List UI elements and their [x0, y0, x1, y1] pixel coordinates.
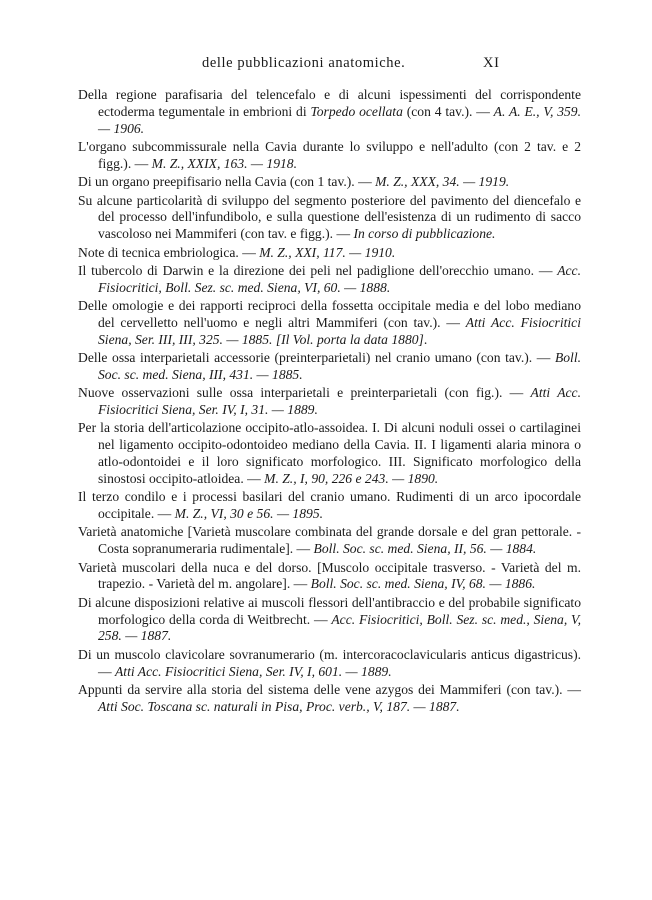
- bibliography-entry: [78, 385, 581, 419]
- entry-title: Su alcune particolarità di sviluppo del segmento posteriore del pavimento del diencefalo e del processo dell'infundibolo, e sulla questione dell'esistenza di un rudimento di sacco vascoloso nei Mammiferi (con tav. e figg.). —: [78, 192, 581, 242]
- entry-title: L'organo subcommissurale nella Cavia durante lo sviluppo e nell'adulto (con 2 tav. e 2 figg.). —: [78, 138, 581, 171]
- bibliography-entry: [78, 489, 581, 523]
- entry-reference: Acc. Fisiocritici, Boll. Sez. sc. med., Siena, V, 258. — 1887.: [98, 611, 582, 644]
- entry-title: Nuove osservazioni sulle ossa interparietali e preinterparietali (con fig.). —: [78, 385, 531, 401]
- entry-title: Della regione parafisaria del telencefalo e di alcuni ispessimenti del corrispondente ectoderma tegumentale in embrioni di: [78, 87, 581, 119]
- bibliography-entry: [78, 524, 581, 558]
- entry-title: Varietà anatomiche [Varietà muscolare combinata del grande dorsale e del gran pettorale. - Costa sopranumeraria rudimentale]. —: [78, 524, 581, 557]
- bibliography-entry: [78, 87, 581, 137]
- entry-reference: Atti Acc. Fisiocritici Siena, Ser. IV, I, 601. — 1889.: [115, 663, 392, 679]
- running-header: [0, 55, 652, 77]
- page-number: XI: [483, 55, 500, 71]
- entry-title: Il terzo condilo e i processi basilari del cranio umano. Rudimenti di un arco ipocordale occipitale. —: [78, 489, 581, 522]
- bibliography-entry: [78, 298, 581, 348]
- entry-reference: M. Z., XXX, 34. — 1919.: [375, 174, 510, 190]
- entry-species: Torpedo ocellata: [310, 103, 403, 119]
- entry-title: Il tubercolo di Darwin e la direzione dei peli nel padiglione dell'orecchio umano. —: [78, 262, 558, 278]
- bibliography-list: [78, 87, 581, 717]
- entry-reference: Boll. Soc. sc. med. Siena, III, 431. — 1885.: [98, 350, 581, 382]
- entry-title: Note di tecnica embriologica. —: [78, 244, 260, 260]
- bibliography-entry: [78, 350, 581, 384]
- entry-title: Di un organo preepifisario nella Cavia (con 1 tav.). —: [78, 174, 376, 190]
- bibliography-entry: [78, 595, 581, 645]
- entry-reference: Atti Soc. Toscana sc. naturali in Pisa, Proc. verb., V, 187. — 1887.: [98, 698, 460, 714]
- entry-reference: M. Z., VI, 30 e 56. — 1895.: [174, 506, 324, 522]
- entry-title: Varietà muscolari della nuca e del dorso. [Muscolo occipitale trasverso. - Varietà del m. trapezio. - Varietà del m. angolare]. —: [78, 559, 581, 592]
- entry-reference: M. Z., XXIX, 163. — 1918.: [151, 155, 297, 171]
- entry-reference: Atti Acc. Fisiocritici Siena, Ser. IV, I, 31. — 1889.: [98, 385, 581, 418]
- bibliography-entry: [78, 139, 581, 173]
- bibliography-entry: [78, 647, 581, 681]
- entry-reference: Acc. Fisiocritici, Boll. Sez. sc. med. Siena, VI, 60. — 1888.: [98, 262, 581, 295]
- entry-title: Delle ossa interparietali accessorie (preinterparietali) nel cranio umano (con tav.). —: [78, 350, 555, 366]
- entry-plates: (con 4 tav.). —: [402, 103, 494, 119]
- bibliography-entry: [78, 263, 581, 297]
- bibliography-entry: [78, 420, 581, 487]
- bibliography-entry: [78, 682, 581, 716]
- entry-reference: Atti Acc. Fisiocritici Siena, Ser. III, III, 325. — 1885. [Il Vol. porta la data 1880]: [98, 314, 581, 347]
- entry-reference: In corso di pubblicazione.: [353, 226, 496, 242]
- entry-title: Appunti da servire alla storia del sistema delle vene azygos dei Mammiferi (con tav.). —: [78, 682, 581, 697]
- bibliography-entry: [78, 174, 581, 191]
- entry-reference: Boll. Soc. sc. med. Siena, IV, 68. — 1886.: [310, 576, 536, 592]
- running-title: delle pubblicazioni anatomiche.: [202, 55, 406, 71]
- entry-title: Di un muscolo clavicolare sovranumerario (m. intercoracoclavicularis anticus digastricus). —: [78, 646, 581, 679]
- entry-title: Per la storia dell'articolazione occipito-atlo-assoidea. I. Di alcuni noduli ossei o cartilaginei nel ligamento occipito-odontoideo mediano della Cavia. II. I ligamenti alaria minora o atlo-odontoidei e il loro significato morfologico. III. Significato morfologico della sinostosi occipito-atloidea. —: [78, 420, 581, 486]
- entry-reference: M. Z., I, 90, 226 e 243. — 1890.: [264, 470, 439, 486]
- entry-terminal-period: .: [423, 331, 428, 347]
- bibliography-entry: [78, 193, 581, 243]
- entry-title: Delle omologie e dei rapporti reciproci della fossetta occipitale media e del lobo mediano del cervelletto nell'uomo e negli altri Mammiferi (con tav.). —: [78, 298, 581, 330]
- bibliography-entry: [78, 245, 581, 262]
- entry-reference: A. A. E., V, 359. — 1906.: [98, 103, 581, 136]
- entry-reference: Boll. Soc. sc. med. Siena, II, 56. — 1884.: [313, 541, 537, 557]
- bibliography-entry: [78, 560, 581, 594]
- entry-reference: M. Z., XXI, 117. — 1910.: [259, 244, 396, 260]
- entry-title: Di alcune disposizioni relative ai muscoli flessori dell'antibraccio e del probabile significato morfologico della corda di Weitbrecht. —: [78, 594, 581, 627]
